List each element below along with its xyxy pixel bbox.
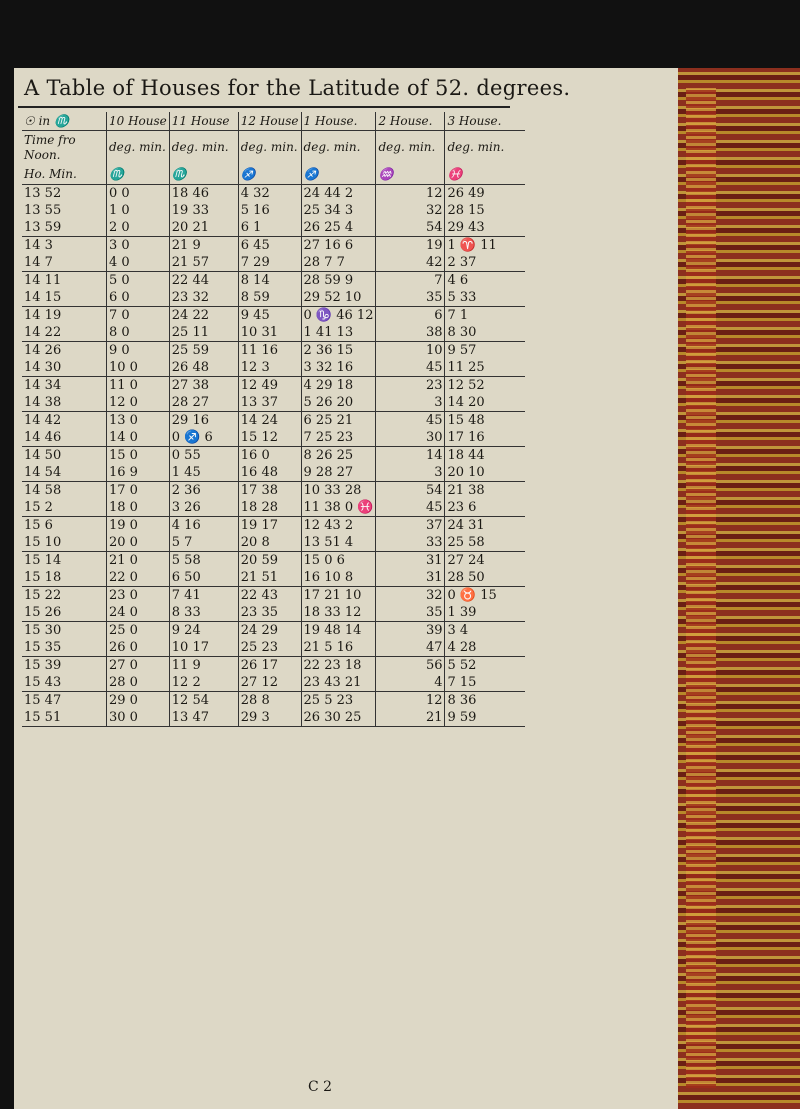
- table-cell: 8 59: [238, 289, 301, 307]
- table-cell: 1 45: [169, 464, 238, 482]
- table-cell: 10: [376, 341, 445, 359]
- table-row: [22, 516, 525, 534]
- table-cell: 15 26: [22, 604, 107, 622]
- table-cell: 14 26: [24, 342, 62, 358]
- table-cell: 54: [376, 219, 445, 237]
- table-cell: 21 5 16: [301, 639, 376, 657]
- table-cell: 24 44 2: [301, 184, 376, 202]
- header-cell: deg. min.: [169, 131, 238, 165]
- table-cell: 3: [376, 394, 445, 412]
- table-cell: 20 8: [238, 534, 301, 552]
- table-cell: 5 58: [169, 551, 238, 569]
- table-cell: 35: [376, 604, 445, 622]
- table-cell: 28 27: [169, 394, 238, 412]
- table-cell: 27 16 6: [301, 236, 376, 254]
- header-cell: ☉ in ♏: [22, 112, 107, 131]
- table-cell: 14 7: [22, 254, 107, 272]
- table-cell: 18 28: [238, 499, 301, 517]
- table-row: [22, 499, 525, 517]
- table-row: [22, 271, 525, 289]
- table-cell: 24 0: [107, 604, 170, 622]
- table-cell: 15 47: [24, 692, 62, 708]
- table-cell: 4 6: [445, 271, 526, 289]
- table-cell: 17 0: [107, 481, 170, 499]
- table-cell: 17 21 10: [301, 586, 376, 604]
- table-cell: 8 0: [107, 324, 170, 342]
- table-cell: 28 7 7: [301, 254, 376, 272]
- table-cell: 2 0: [107, 219, 170, 237]
- table-cell: 0 ♉ 15: [445, 586, 526, 604]
- table-cell: 2 37: [445, 254, 526, 272]
- table-cell: 11 38 0 ♓: [301, 499, 376, 517]
- table-cell: 5 16: [238, 202, 301, 219]
- table-cell: 4 16: [169, 516, 238, 534]
- table-cell: 20 21: [169, 219, 238, 237]
- table-cell: 15 12: [238, 429, 301, 447]
- table-cell: 14 58: [24, 482, 62, 498]
- table-row: [22, 324, 525, 342]
- table-cell: 19 17: [238, 516, 301, 534]
- header-cell: ♐: [238, 165, 301, 185]
- table-cell: 15 39: [24, 657, 62, 673]
- header-cell: deg. min.: [238, 131, 301, 165]
- table-cell: 17 16: [445, 429, 526, 447]
- header-cell: Time fro Noon.: [24, 132, 76, 162]
- table-cell: 1 ♈ 11: [445, 236, 526, 254]
- table-cell: 23: [376, 376, 445, 394]
- header-cell: deg. min.: [301, 131, 376, 165]
- table-row: [22, 376, 525, 394]
- table-cell: 37: [376, 516, 445, 534]
- table-cell: 6: [376, 306, 445, 324]
- page-signature: C 2: [308, 1079, 333, 1095]
- page-title: A Table of Houses for the Latitude of 52. degrees.: [24, 76, 571, 100]
- table-cell: 3 26: [169, 499, 238, 517]
- table-cell: 27 12: [238, 674, 301, 692]
- table-cell: 26 48: [169, 359, 238, 377]
- header-row-houses: [22, 112, 525, 131]
- table-cell: 10 33 28: [301, 481, 376, 499]
- table-cell: 29 16: [169, 411, 238, 429]
- table-cell: 31: [376, 569, 445, 587]
- table-cell: 2 36 15: [301, 341, 376, 359]
- table-cell: 5 7: [169, 534, 238, 552]
- table-cell: 25 59: [169, 341, 238, 359]
- table-cell: 15 14: [24, 552, 62, 568]
- table-cell: 18 0: [107, 499, 170, 517]
- table-cell: 1 0: [107, 202, 170, 219]
- table-cell: 14 24: [238, 411, 301, 429]
- header-cell: ♓: [445, 165, 526, 185]
- table-cell: 15 0 6: [301, 551, 376, 569]
- table-row: [22, 341, 525, 359]
- table-row: [22, 429, 525, 447]
- table-cell: 14 54: [22, 464, 107, 482]
- table-cell: 28 15: [445, 202, 526, 219]
- table-cell: 12: [376, 691, 445, 709]
- table-row: [22, 411, 525, 429]
- table-cell: 17 38: [238, 481, 301, 499]
- header-cell: 10 House: [107, 112, 170, 131]
- table-cell: 26 25 4: [301, 219, 376, 237]
- table-row: [22, 534, 525, 552]
- table-cell: 5 33: [445, 289, 526, 307]
- table-cell: 21 0: [107, 551, 170, 569]
- table-cell: 6 25 21: [301, 411, 376, 429]
- table-cell: 15 10: [22, 534, 107, 552]
- table-cell: 11 0: [107, 376, 170, 394]
- table-cell: 23 43 21: [301, 674, 376, 692]
- table-row: [22, 674, 525, 692]
- table-cell: 13 55: [24, 202, 62, 218]
- table-cell: 14 34: [24, 377, 62, 393]
- table-cell: 0 ♐ 6: [169, 429, 238, 447]
- table-cell: 21 9: [169, 236, 238, 254]
- table-cell: 23 32: [169, 289, 238, 307]
- table-cell: 25 11: [169, 324, 238, 342]
- table-cell: 28 8: [238, 691, 301, 709]
- table-cell: 5 52: [445, 656, 526, 674]
- table-row: [22, 446, 525, 464]
- table-cell: 15 18: [22, 569, 107, 587]
- table-cell: 12 52: [445, 376, 526, 394]
- header-row-signs: [22, 165, 525, 185]
- table-cell: 22 0: [107, 569, 170, 587]
- table-cell: 32: [376, 586, 445, 604]
- table-row: [22, 254, 525, 272]
- table-cell: 14 0: [107, 429, 170, 447]
- table-row: [22, 464, 525, 482]
- table-cell: 18 33 12: [301, 604, 376, 622]
- table-cell: 27 0: [107, 656, 170, 674]
- header-cell: Ho. Min.: [22, 165, 107, 185]
- table-cell: 7 0: [107, 306, 170, 324]
- table-cell: 18 46: [169, 184, 238, 202]
- table-cell: 13 47: [169, 709, 238, 727]
- table-cell: 14 30: [22, 359, 107, 377]
- table-cell: 13 0: [107, 411, 170, 429]
- table-cell: 25 23: [238, 639, 301, 657]
- table-cell: 7 29: [238, 254, 301, 272]
- table-cell: 0 ♑ 46 12: [301, 306, 376, 324]
- header-cell: 2 House.: [376, 112, 445, 131]
- table-cell: 22 43: [238, 586, 301, 604]
- table-cell: 42: [376, 254, 445, 272]
- houses-table: [22, 112, 525, 727]
- header-cell: 12 House: [238, 112, 301, 131]
- table-cell: 0 55: [169, 446, 238, 464]
- table-cell: 12: [376, 184, 445, 202]
- table-cell: 30: [376, 429, 445, 447]
- table-row: [22, 219, 525, 237]
- table-cell: 6 50: [169, 569, 238, 587]
- table-cell: 23 0: [107, 586, 170, 604]
- table-cell: 1 39: [445, 604, 526, 622]
- table-cell: 15 6: [24, 517, 53, 533]
- table-row: [22, 656, 525, 674]
- table-cell: 16 0: [238, 446, 301, 464]
- table-cell: 14 20: [445, 394, 526, 412]
- table-cell: 3: [376, 464, 445, 482]
- table-row: [22, 709, 525, 727]
- table-row: [22, 359, 525, 377]
- table-cell: 20 10: [445, 464, 526, 482]
- table-cell: 4 0: [107, 254, 170, 272]
- table-cell: 45: [376, 359, 445, 377]
- table-cell: 9 45: [238, 306, 301, 324]
- table-cell: 19: [376, 236, 445, 254]
- table-cell: 14 15: [22, 289, 107, 307]
- table-cell: 13 52: [24, 185, 62, 201]
- table-cell: 3 32 16: [301, 359, 376, 377]
- table-cell: 14 42: [24, 412, 62, 428]
- table-cell: 8 36: [445, 691, 526, 709]
- table-cell: 12 3: [238, 359, 301, 377]
- table-row: [22, 202, 525, 219]
- table-cell: 16 48: [238, 464, 301, 482]
- table-cell: 27 38: [169, 376, 238, 394]
- table-cell: 9 57: [445, 341, 526, 359]
- header-cell: ♒: [376, 165, 445, 185]
- table-cell: 20 59: [238, 551, 301, 569]
- header-cell: deg. min.: [445, 131, 526, 165]
- table-row: [22, 604, 525, 622]
- table-cell: 29 52 10: [301, 289, 376, 307]
- table-cell: 25 5 23: [301, 691, 376, 709]
- table-cell: 54: [376, 481, 445, 499]
- header-cell: ♏: [169, 165, 238, 185]
- table-cell: 4 28: [445, 639, 526, 657]
- table-cell: 12 54: [169, 691, 238, 709]
- table-cell: 26 0: [107, 639, 170, 657]
- table-cell: 20 0: [107, 534, 170, 552]
- table-cell: 3 4: [445, 621, 526, 639]
- table-cell: 6 1: [238, 219, 301, 237]
- table-cell: 45: [376, 499, 445, 517]
- table-cell: 21: [376, 709, 445, 727]
- table-cell: 21 57: [169, 254, 238, 272]
- table-cell: 14 38: [22, 394, 107, 412]
- table-cell: 15 2: [22, 499, 107, 517]
- table-cell: 21 38: [445, 481, 526, 499]
- table-cell: 14 19: [24, 307, 62, 323]
- table-row: [22, 236, 525, 254]
- table-cell: 33: [376, 534, 445, 552]
- table-row: [22, 569, 525, 587]
- table-cell: 39: [376, 621, 445, 639]
- table-cell: 56: [376, 656, 445, 674]
- table-cell: 24 31: [445, 516, 526, 534]
- table-cell: 25 34 3: [301, 202, 376, 219]
- table-cell: 9 59: [445, 709, 526, 727]
- table-row: [22, 621, 525, 639]
- table-row: [22, 394, 525, 412]
- header-cell: deg. min.: [107, 131, 170, 165]
- table-cell: 13 37: [238, 394, 301, 412]
- table-cell: 15 22: [24, 587, 62, 603]
- table-row: [22, 586, 525, 604]
- table-row: [22, 639, 525, 657]
- table-cell: 16 9: [107, 464, 170, 482]
- book-edge: [678, 68, 800, 1109]
- table-cell: 13 51 4: [301, 534, 376, 552]
- table-cell: 8 33: [169, 604, 238, 622]
- table-cell: 19 33: [169, 202, 238, 219]
- table-row: [22, 691, 525, 709]
- table-cell: 28 50: [445, 569, 526, 587]
- table-cell: 24 29: [238, 621, 301, 639]
- header-cell: ♏: [107, 165, 170, 185]
- table-cell: 4: [376, 674, 445, 692]
- table-cell: 14: [376, 446, 445, 464]
- table-cell: 25 58: [445, 534, 526, 552]
- table-cell: 4 32: [238, 184, 301, 202]
- table-cell: 29 0: [107, 691, 170, 709]
- table-cell: 26 30 25: [301, 709, 376, 727]
- table-cell: 10 17: [169, 639, 238, 657]
- table-cell: 6 0: [107, 289, 170, 307]
- table-cell: 3 0: [107, 236, 170, 254]
- header-cell: 11 House: [169, 112, 238, 131]
- table-cell: 23 6: [445, 499, 526, 517]
- table-cell: 7 1: [445, 306, 526, 324]
- table-cell: 7: [376, 271, 445, 289]
- table-cell: 32: [376, 202, 445, 219]
- table-cell: 19 0: [107, 516, 170, 534]
- table-cell: 22 44: [169, 271, 238, 289]
- table-row: [22, 289, 525, 307]
- table-cell: 18 44: [445, 446, 526, 464]
- table-cell: 15 48: [445, 411, 526, 429]
- table-cell: 6 45: [238, 236, 301, 254]
- table-cell: 5 0: [107, 271, 170, 289]
- table-cell: 14 50: [24, 447, 62, 463]
- table-cell: 29 3: [238, 709, 301, 727]
- table-cell: 28 0: [107, 674, 170, 692]
- table-cell: 10 0: [107, 359, 170, 377]
- table-cell: 29 43: [445, 219, 526, 237]
- table-cell: 8 30: [445, 324, 526, 342]
- table-cell: 38: [376, 324, 445, 342]
- table-cell: 16 10 8: [301, 569, 376, 587]
- table-cell: 9 0: [107, 341, 170, 359]
- header-cell: deg. min.: [376, 131, 445, 165]
- table-cell: 8 14: [238, 271, 301, 289]
- table-cell: 15 35: [22, 639, 107, 657]
- header-row-units: [22, 131, 525, 165]
- table-cell: 7 25 23: [301, 429, 376, 447]
- table-cell: 14 11: [24, 272, 62, 288]
- table-cell: 11 16: [238, 341, 301, 359]
- table-cell: 15 30: [24, 622, 62, 638]
- table-cell: 11 25: [445, 359, 526, 377]
- table-cell: 19 48 14: [301, 621, 376, 639]
- table-cell: 45: [376, 411, 445, 429]
- table-cell: 12 49: [238, 376, 301, 394]
- table-cell: 11 9: [169, 656, 238, 674]
- table-cell: 12 43 2: [301, 516, 376, 534]
- table-row: [22, 551, 525, 569]
- table-row: [22, 481, 525, 499]
- table-cell: 30 0: [107, 709, 170, 727]
- table-cell: 12 0: [107, 394, 170, 412]
- table-cell: 4 29 18: [301, 376, 376, 394]
- header-cell: 3 House.: [445, 112, 526, 131]
- table-cell: 14 3: [24, 237, 53, 253]
- table-cell: 9 28 27: [301, 464, 376, 482]
- table-cell: 26 49: [445, 184, 526, 202]
- table-cell: 23 35: [238, 604, 301, 622]
- table-cell: 47: [376, 639, 445, 657]
- table-cell: 28 59 9: [301, 271, 376, 289]
- table-cell: 10 31: [238, 324, 301, 342]
- table-cell: 15 51: [22, 709, 107, 727]
- table-cell: 13 59: [22, 219, 107, 237]
- table-cell: 7 41: [169, 586, 238, 604]
- table-cell: 5 26 20: [301, 394, 376, 412]
- table-cell: 21 51: [238, 569, 301, 587]
- title-rule: [18, 106, 510, 108]
- table-cell: 12 2: [169, 674, 238, 692]
- table-cell: 2 36: [169, 481, 238, 499]
- table-cell: 0 0: [107, 184, 170, 202]
- table-cell: 1 41 13: [301, 324, 376, 342]
- table-cell: 26 17: [238, 656, 301, 674]
- table-cell: 14 46: [22, 429, 107, 447]
- book-edge-pattern: [686, 88, 716, 1088]
- table-cell: 31: [376, 551, 445, 569]
- table-row: [22, 306, 525, 324]
- table-cell: 22 23 18: [301, 656, 376, 674]
- table-cell: 8 26 25: [301, 446, 376, 464]
- table-cell: 15 0: [107, 446, 170, 464]
- table-cell: 24 22: [169, 306, 238, 324]
- table-cell: 9 24: [169, 621, 238, 639]
- table-cell: 7 15: [445, 674, 526, 692]
- table-cell: 14 22: [22, 324, 107, 342]
- table-cell: 15 43: [22, 674, 107, 692]
- table-cell: 35: [376, 289, 445, 307]
- table-row: [22, 184, 525, 202]
- table-cell: 27 24: [445, 551, 526, 569]
- header-cell: ♐: [301, 165, 376, 185]
- table-cell: 25 0: [107, 621, 170, 639]
- header-cell: 1 House.: [301, 112, 376, 131]
